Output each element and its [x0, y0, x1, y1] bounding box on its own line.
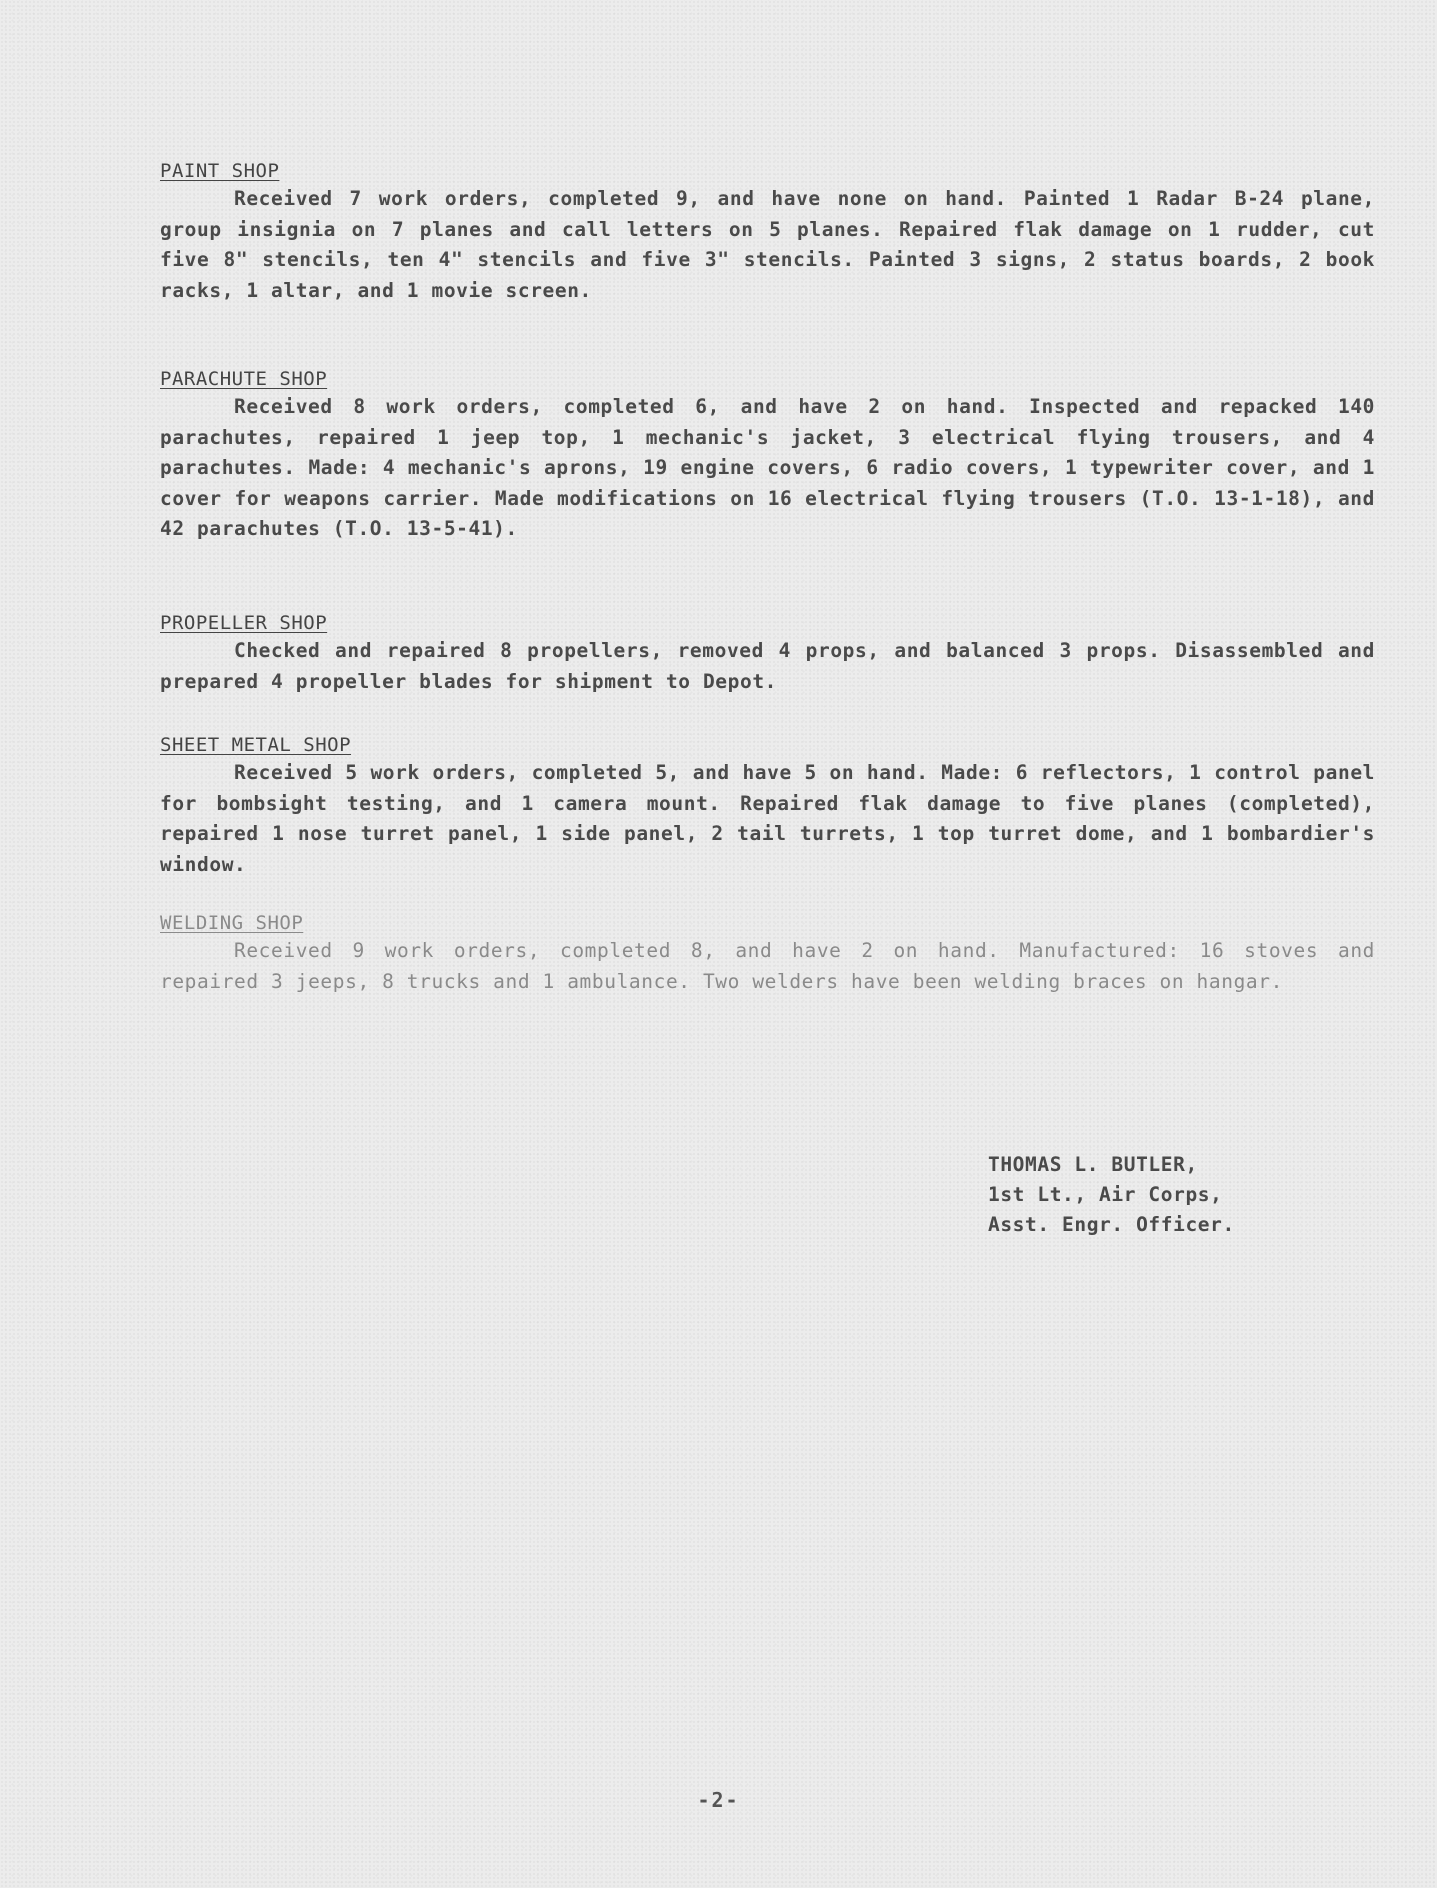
- section-heading: PAINT SHOP: [160, 160, 280, 182]
- signature-title: Asst. Engr. Officer.: [988, 1213, 1235, 1236]
- section-heading: WELDING SHOP: [160, 912, 304, 934]
- section-heading: PARACHUTE SHOP: [160, 368, 328, 390]
- parachute-shop-section: [160, 366, 1375, 545]
- welding-shop-section: [160, 910, 1375, 997]
- propeller-shop-section: [160, 610, 1375, 697]
- signature-rank: 1st Lt., Air Corps,: [988, 1183, 1223, 1206]
- paint-shop-section: [160, 158, 1375, 306]
- section-paragraph: Received 9 work orders, completed 8, and have 2 on hand. Manufactured: 16 stoves and repaired 3 jeeps, 8 trucks and 1 ambulance. Two welders have been welding braces on hangar.: [160, 939, 1375, 993]
- section-paragraph: Checked and repaired 8 propellers, removed 4 props, and balanced 3 props. Disassembled and prepared 4 propeller blades for shipment to Depot.: [160, 639, 1375, 693]
- section-paragraph: Received 7 work orders, completed 9, and have none on hand. Painted 1 Radar B-24 plane, group insignia on 7 planes and call letters on 5 planes. Repaired flak damage on 1 rudder, cut five 8" stencils, ten 4" stencils and five 3" stencils. Painted 3 signs, 2 status boards, 2 book racks, 1 altar, and 1 movie screen.: [160, 187, 1375, 302]
- section-paragraph: Received 8 work orders, completed 6, and have 2 on hand. Inspected and repacked 140 parachutes, repaired 1 jeep top, 1 mechanic's jacket, 3 electrical flying trousers, and 4 parachutes. Made: 4 mechanic's aprons, 19 engine covers, 6 radio covers, 1 typewriter cover, and 1 cover for weapons carrier. Made modifications on 16 electrical flying trousers (T.O. 13-1-18), and 42 parachutes (T.O. 13-5-41).: [160, 395, 1375, 540]
- section-heading: PROPELLER SHOP: [160, 612, 328, 634]
- signature-block: [988, 1150, 1368, 1240]
- sheet-metal-shop-section: [160, 732, 1375, 880]
- section-paragraph: Received 5 work orders, completed 5, and have 5 on hand. Made: 6 reflectors, 1 control panel for bombsight testing, and 1 camera mount. Repaired flak damage to five planes (completed), repaired 1 nose turret panel, 1 side panel, 2 tail turrets, 1 top turret dome, and 1 bombardier's window.: [160, 761, 1375, 876]
- section-heading: SHEET METAL SHOP: [160, 734, 352, 756]
- page-number: -2-: [697, 1788, 740, 1812]
- signature-name: THOMAS L. BUTLER,: [988, 1153, 1198, 1176]
